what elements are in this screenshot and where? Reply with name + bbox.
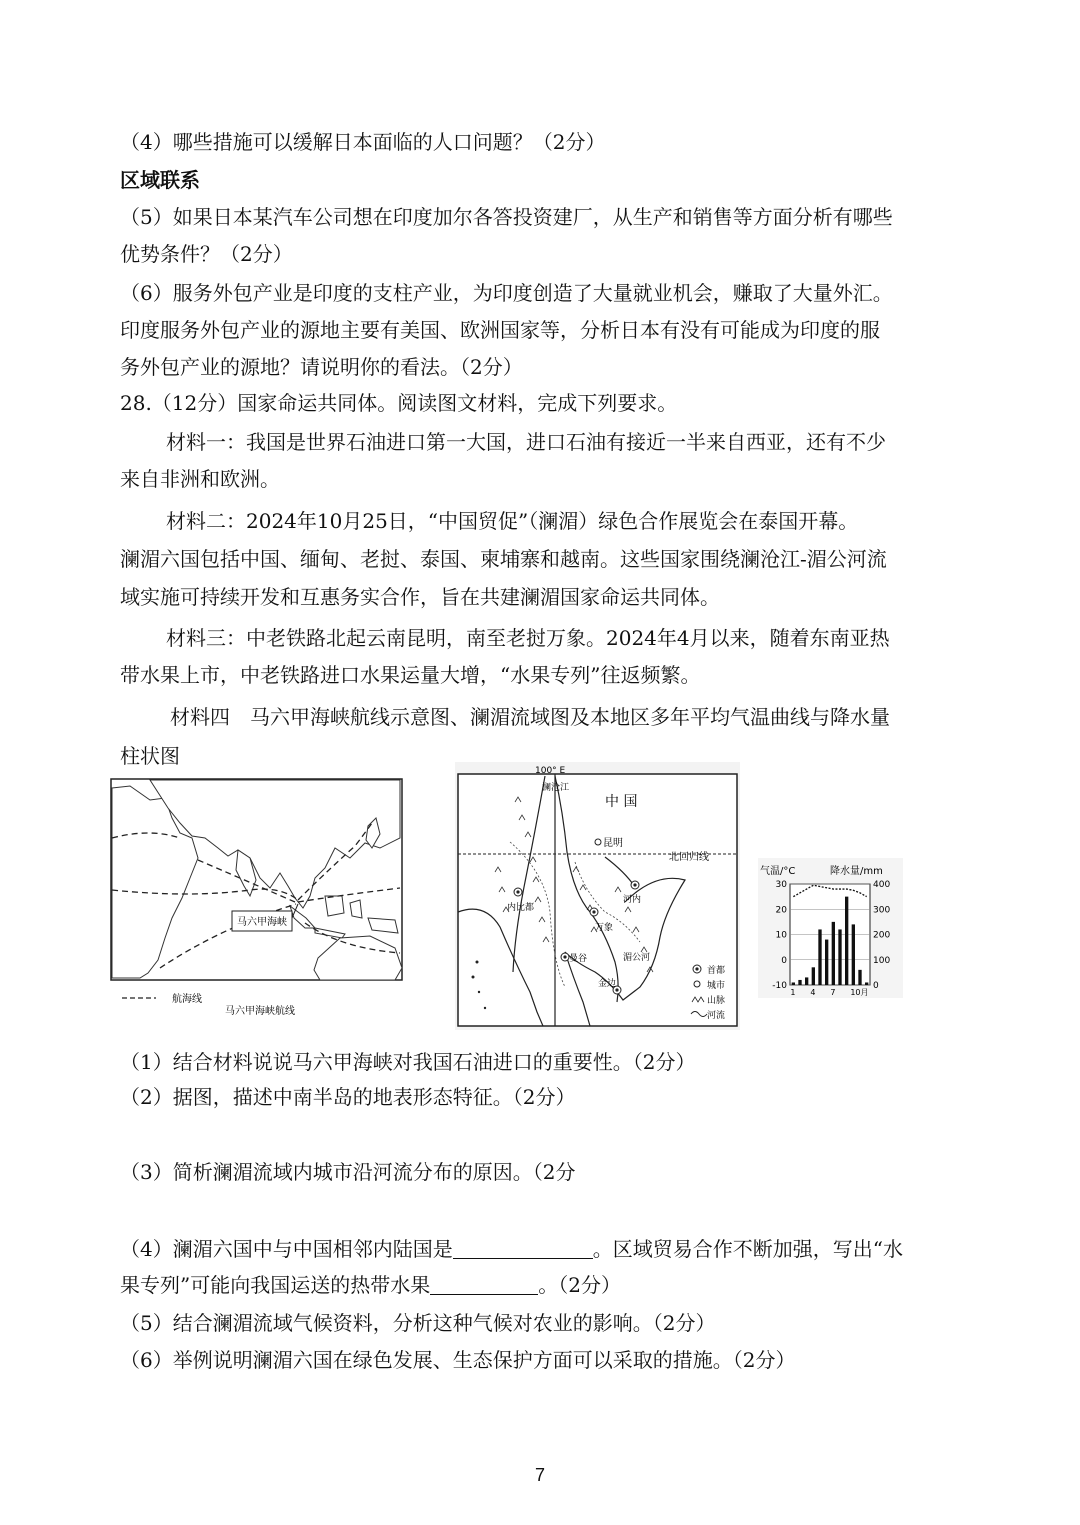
temp-tick-label: 30 [775,880,787,890]
kunming-label: 昆明 [603,838,623,849]
material-1-line-1: 材料一：我国是世界石油进口第一大国，进口石油有接近一半来自西亚，还有不少 [166,430,886,454]
precip-bar [805,977,808,985]
china-label: 中 国 [605,794,638,810]
question-6-line-2: 印度服务外包产业的源地主要有美国、欧洲国家等，分析日本有没有可能成为印度的服 [120,318,880,342]
mekong-basin-map [455,762,740,1030]
month-tick-label: 1 [790,988,796,997]
sub-question-4-text-b: 。区域贸易合作不断加强，写出“水 [592,1237,903,1261]
precip-bar [825,940,828,985]
question-5-line-1: （5）如果日本某汽车公司想在印度加尔各答投资建厂，从生产和销售等方面分析有哪些 [120,205,893,229]
material-1-line-2: 来自非洲和欧洲。 [120,467,280,491]
map1-caption: 马六甲海峡航线 [225,1006,295,1017]
tropic-label: 北回归线 [669,852,709,863]
precip-bar [818,929,821,985]
answer-blank-inland-country[interactable] [453,1238,593,1259]
material-2-line-1: 材料二：2024年10月25日，“中国贸促”（澜湄）绿色合作展览会在泰国开幕。 [166,509,859,533]
question-6-line-1: （6）服务外包产业是印度的支柱产业，为印度创造了大量就业机会，赚取了大量外汇。 [120,281,893,305]
bangkok-label: 曼谷 [569,954,588,964]
sub-question-4-text-d: 。（2分） [538,1273,621,1297]
precip-bar [858,970,861,985]
page-number: 7 [534,1465,545,1485]
question-4-japan: （4）哪些措施可以缓解日本面临的人口问题？（2分） [120,130,606,154]
temp-tick-label: 10 [775,930,787,941]
sub-question-6: （6）举例说明澜湄六国在绿色发展、生态保护方面可以采取的措施。（2分） [120,1348,796,1372]
precip-bar [798,980,801,985]
temp-tick-label: 20 [775,905,787,916]
sub-question-4-text-a: （4）澜湄六国中与中国相邻内陆国是 [120,1237,453,1261]
precip-tick-label: 200 [873,930,891,941]
legend-capital: 首都 [707,966,726,976]
material-4-line-1: 材料四 马六甲海峡航线示意图、澜湄流域图及本地区多年平均气温曲线与降水量 [170,705,890,729]
sub-question-2: （2）据图，描述中南半岛的地表形态特征。（2分） [120,1085,576,1109]
answer-blank-tropical-fruit[interactable] [430,1274,538,1295]
hanoi-label: 河内 [623,895,642,905]
legend-river: 河流 [707,1011,726,1021]
legend-city: 城市 [707,981,726,991]
mekong-label: 湄公河 [623,953,651,963]
precip-bar [792,982,795,985]
precip-bar [812,967,815,985]
sub-question-3: （3）简析澜湄流域内城市沿河流分布的原因。（2分 [120,1160,576,1184]
precip-bar [832,922,835,985]
strait-label: 马六甲海峡 [237,917,287,928]
sub-question-4-line-1 [120,1235,903,1263]
material-2-line-3: 域实施可持续开发和互惠务实合作，旨在共建澜湄国家命运共同体。 [120,585,720,609]
month-tick-label: 10月 [850,988,869,997]
climate-chart [758,858,903,998]
sub-question-4-text-c: 果专列”可能向我国运送的热带水果 [120,1273,431,1297]
sub-question-1: （1）结合材料说说马六甲海峡对我国石油进口的重要性。（2分） [120,1050,696,1074]
precip-bar [838,929,841,985]
material-3-line-1: 材料三：中老铁路北起云南昆明，南至老挝万象。2024年4月以来，随着东南亚热 [166,626,890,650]
river-name-label: 澜沧江 [542,783,570,793]
precip-tick-label: 300 [873,905,891,916]
precip-axis-label: 降水量/mm [830,866,883,877]
temp-tick-label: 0 [781,955,787,966]
precip-bar [852,924,855,985]
precip-tick-label: 100 [873,955,891,966]
material-4-line-2: 柱状图 [120,744,180,768]
precip-tick-label: 0 [873,981,879,991]
phnompenh-label: 金边 [598,979,617,989]
legend-route-label: 航海线 [172,994,202,1005]
sub-question-5: （5）结合澜湄流域气候资料，分析这种气候对农业的影响。（2分） [120,1311,716,1335]
question-28: 28.（12分）国家命运共同体。阅读图文材料，完成下列要求。 [120,391,678,415]
meridian-label: 100° E [535,766,566,776]
section-title: 区域联系 [120,168,200,192]
vientiane-label: 万象 [595,923,614,933]
precip-bar [845,897,848,985]
legend-mountain: 山脉 [707,996,726,1006]
question-6-line-3: 务外包产业的源地？请说明你的看法。（2分） [120,355,523,379]
precip-bar [865,982,868,985]
temp-tick-label: -10 [772,981,787,991]
question-5-line-2: 优势条件？（2分） [120,242,293,266]
precip-tick-label: 400 [873,880,891,890]
naypyidaw-label: 内比都 [507,903,535,913]
month-tick-label: 4 [810,988,816,997]
malacca-route-map [110,778,410,1020]
month-tick-label: 7 [830,988,836,997]
material-2-line-2: 澜湄六国包括中国、缅甸、老挝、泰国、柬埔寨和越南。这些国家围绕澜沧江-湄公河流 [120,547,887,571]
sub-question-4-line-2 [120,1271,621,1299]
material-3-line-2: 带水果上市，中老铁路进口水果运量大增，“水果专列”往返频繁。 [120,663,701,687]
temp-axis-label: 气温/°C [760,866,796,877]
